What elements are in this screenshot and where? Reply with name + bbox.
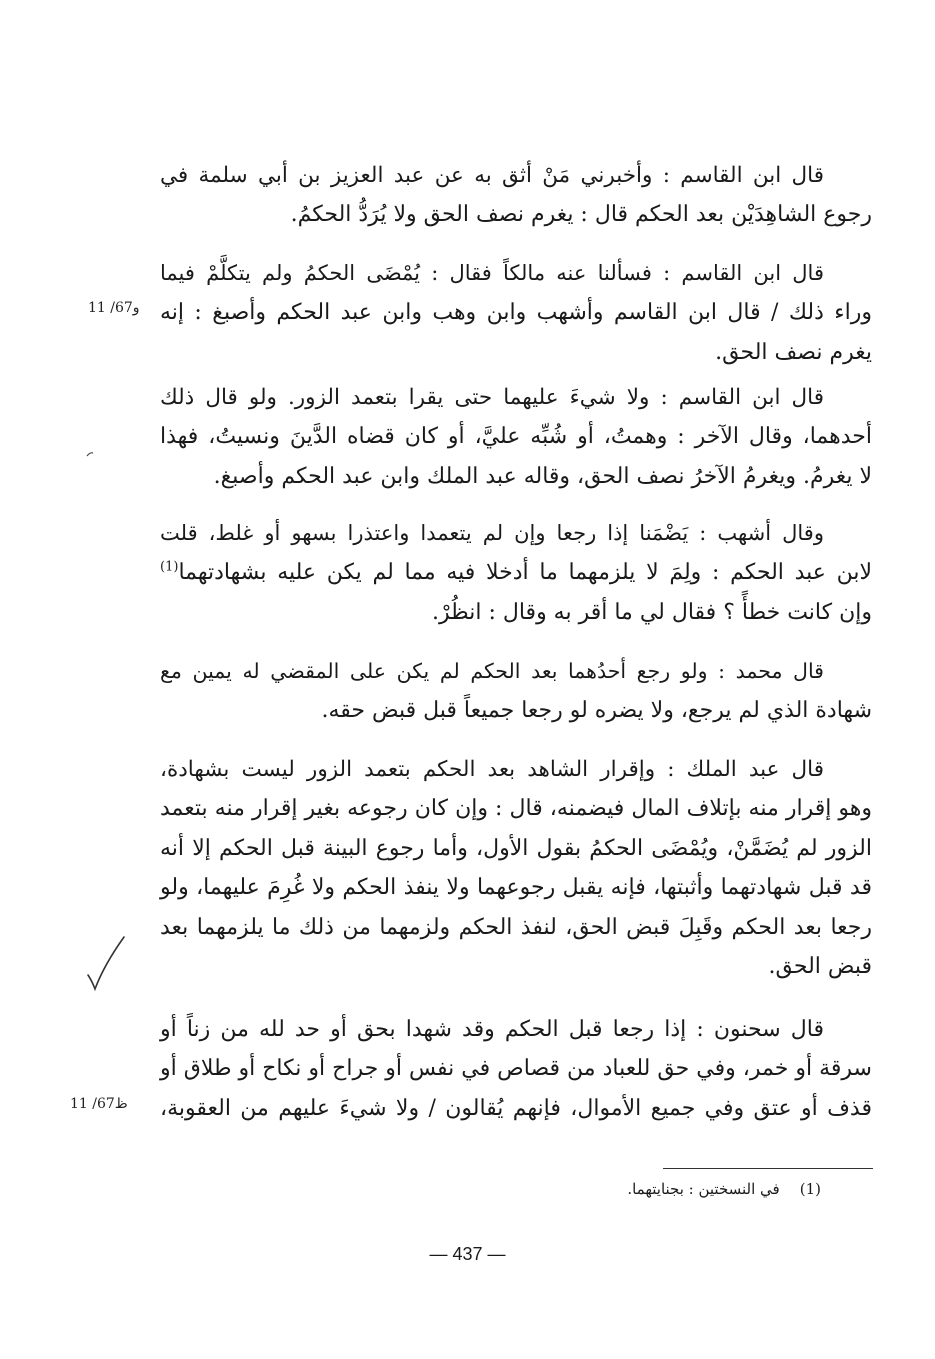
- text-line: قال عبد الملك : وإقرار الشاهد بعد الحكم بتعمد الزور ليست بشهادة،: [160, 757, 824, 782]
- folio-margin-note: 11 /67و: [88, 300, 140, 316]
- text-line: رجوع الشاهِدَيْن بعد الحكم قال : يغرم نصف الحق ولا يُرَدُّ الحكمُ.: [290, 202, 872, 228]
- text-line: سرقة أو خمر، وفي حق للعباد من قصاص في نفس أو جراح أو نكاح أو طلاق أو: [160, 1056, 872, 1082]
- text-line: قال ابن القاسم : ولا شيءَ عليهما حتى يقرا بتعمد الزور. ولو قال ذلك: [160, 385, 824, 410]
- text-line: وراء ذلك / قال ابن القاسم وأشهب وابن وهب وابن عبد الحكم وأصبغ : إنه: [160, 300, 872, 326]
- paragraph-6: [160, 750, 872, 986]
- handwritten-check-mark-icon: [86, 935, 126, 993]
- paragraph-4: [160, 514, 872, 632]
- text-segment: لابن عبد الحكم : ولِمَ لا يلزمهما ما أدخلا فيه مما لم يكن عليه بشهادتهما: [178, 560, 872, 586]
- text-line: شهادة الذي لم يرجع، ولا يضره لو رجعا جميعاً قبل قبض حقه.: [321, 698, 872, 724]
- text-line: قبض الحق.: [768, 954, 872, 980]
- footnote-number: (1): [799, 1180, 821, 1198]
- text-line: قد قبل شهادتهما وأثبتها، فإنه يقبل رجوعهما ولا ينفذ الحكم ولا غُرِمَ عليهما، ولو: [160, 875, 872, 901]
- text-line: رجعا بعد الحكم وقَبِلَ قبض الحق، لنفذ الحكم ولزمهما من ذلك ما يلزمهما بعد: [160, 914, 872, 940]
- footnote-text: في النسختين : بجنايتهما.: [627, 1180, 780, 1198]
- text-line: قال ابن القاسم : فسألنا عنه مالكاً فقال : يُمْضَى الحكمُ ولم يتكلَّمْ فيما: [160, 261, 824, 285]
- text-line: يغرم نصف الحق.: [715, 339, 872, 365]
- ink-mark-icon: [86, 450, 94, 458]
- text-line: وقال أشهب : يَضْمَنا إذا رجعا وإن لم يتعمدا واعتذرا بسهو أو غلط، قلت: [160, 521, 824, 545]
- text-line: قال محمد : ولو رجع أحدُهما بعد الحكم لم يكن على المقضي له يمين مع: [160, 659, 824, 683]
- footnote-reference: (1): [160, 560, 179, 576]
- paragraph-2: [160, 254, 872, 372]
- text-line: قال سحنون : إذا رجعا قبل الحكم وقد شهدا بحق أو حد لله من زناً أو: [160, 1017, 824, 1042]
- footnote-separator: [663, 1168, 873, 1169]
- text-line: الزور لم يُضَمَّنْ، ويُمْضَى الحكمُ بقول الأول، وأما رجوع البينة قبل الحكم إلا أنه: [160, 835, 872, 861]
- text-line: قذف أو عتق وفي جميع الأموال، فإنهم يُقالون / ولا شيءَ عليهم من العقوبة،: [160, 1095, 872, 1121]
- text-line: وهو إقرار منه بإتلاف المال فيضمنه، قال : وإن كان رجوعه بغير إقرار منه بتعمد: [160, 796, 872, 822]
- text-line: لا يغرمُ. ويغرمُ الآخرُ نصف الحق، وقاله عبد الملك وابن عبد الحكم وأصبغ.: [213, 463, 872, 489]
- paragraph-5: [160, 652, 872, 731]
- paragraph-3: [160, 378, 872, 496]
- footnote: [627, 1180, 821, 1198]
- page-number: — 437 —: [429, 1244, 506, 1264]
- text-line: قال ابن القاسم : وأخبرني مَنْ أثق به عن عبد العزيز بن أبي سلمة في: [160, 163, 824, 188]
- text-line: وإن كانت خطأً ؟ فقال لي ما أقر به وقال : انظُرْ.: [432, 599, 872, 625]
- paragraph-1: [160, 156, 872, 235]
- text-line: أحدهما، وقال الآخر : وهمتُ، أو شُبِّه عليَّ، أو كان قضاه الدَّينَ ونسيتُ، فهذا: [160, 424, 872, 450]
- folio-margin-note: 11 /67ظ: [70, 1096, 128, 1112]
- paragraph-7: [160, 1010, 872, 1128]
- text-line-with-footnote: [160, 553, 872, 592]
